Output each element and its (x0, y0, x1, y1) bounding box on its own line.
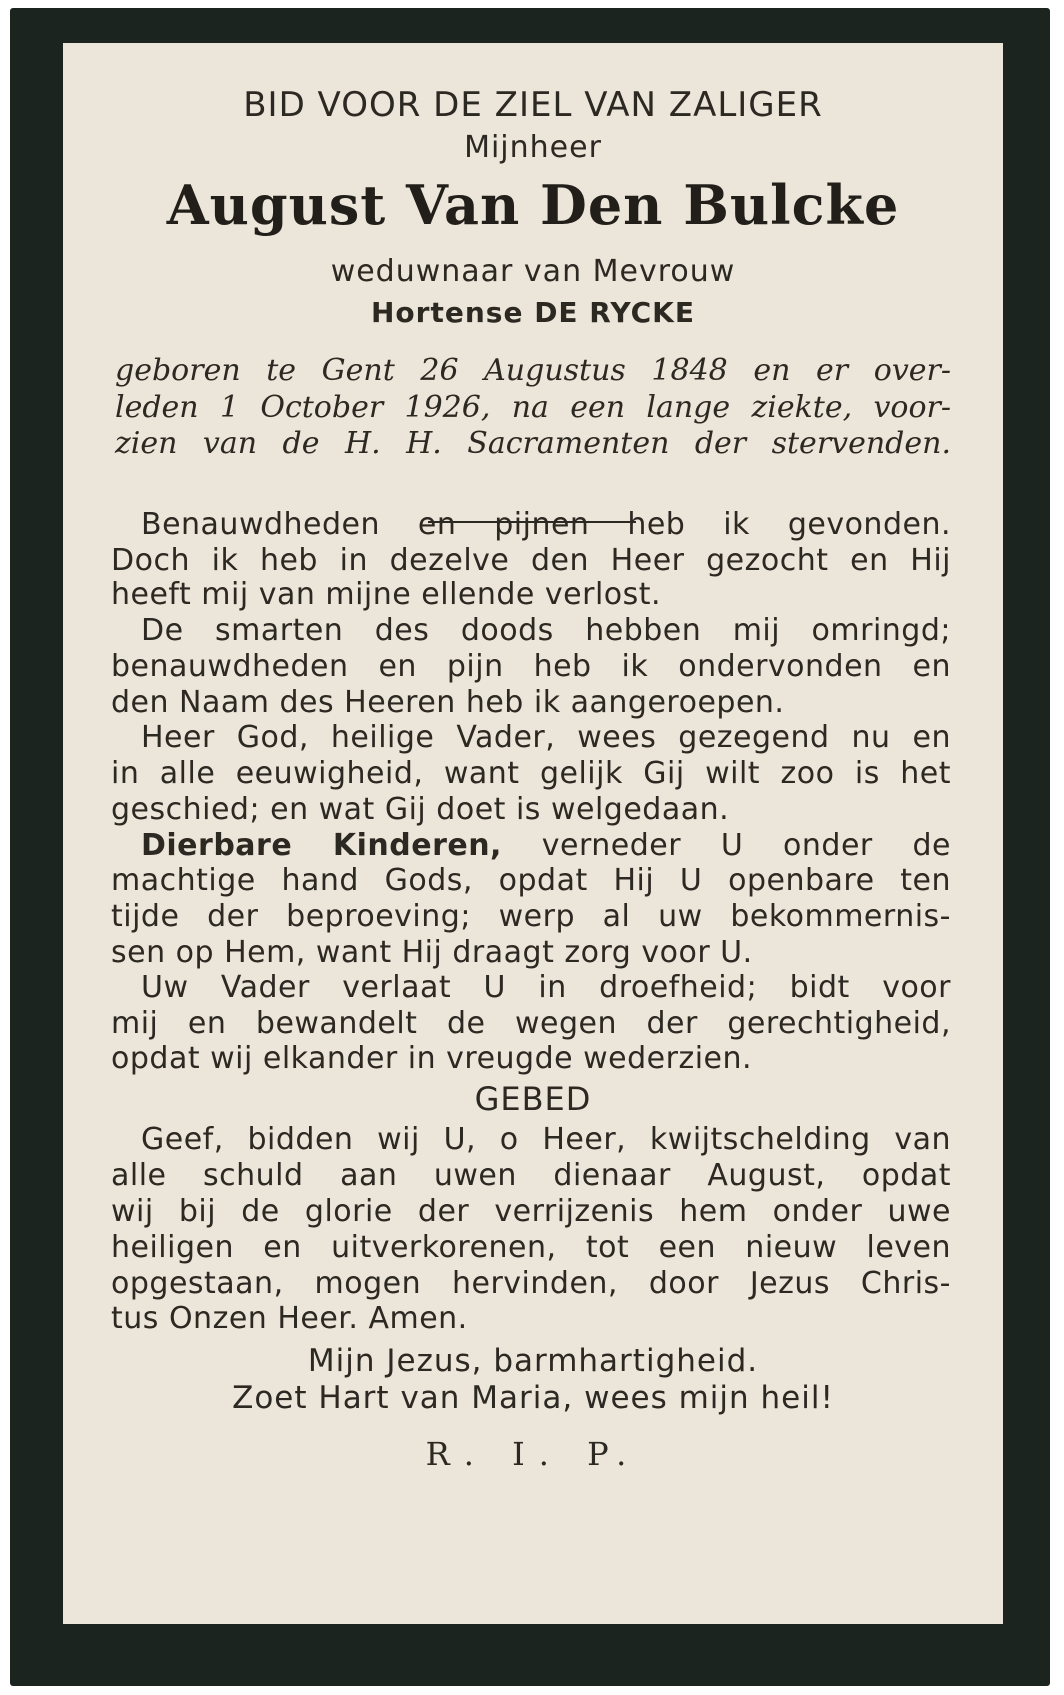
card-heading: BID VOOR DE ZIEL VAN ZALIGER (243, 85, 823, 125)
bio-line: geboren te Gent 26 Augustus 1848 en er over- (115, 353, 951, 388)
text-line: wij bij de glorie der verrijzenis hem onder uwe (111, 1194, 951, 1229)
text-line: opdat wij elkander in vreugde wederzien. (111, 1041, 753, 1076)
deceased-name: August Van Den Bulcke (166, 173, 900, 237)
spouse-intro: weduwnaar van Mevrouw (330, 254, 736, 289)
text-line: Doch ik heb in dezelve den Heer gezocht en Hij (111, 543, 951, 578)
text-line: geschied; en wat Gij doet is welgedaan. (111, 792, 730, 827)
closing-line: Zoet Hart van Maria, wees mijn heil! (232, 1380, 834, 1416)
children-address: Dierbare Kinderen, (141, 828, 502, 863)
prayer-title: GEBED (474, 1080, 592, 1118)
text-line: heeft mij van mijne ellende verlost. (111, 577, 662, 612)
closing-line: Mijn Jezus, barmhartigheid. (307, 1343, 759, 1379)
text-line: Benauwdheden en pijnen heb ik gevonden. (141, 507, 951, 542)
title-word: Mijnheer (464, 130, 602, 165)
spouse-name: Hortense DE RYCKE (371, 296, 695, 329)
bio-line: leden 1 October 1926, na een lange ziekte, voor- (115, 390, 951, 425)
text-line (141, 828, 951, 863)
text-line: alle schuld aan uwen dienaar August, opdat (111, 1158, 951, 1193)
text-line: in alle eeuwigheid, want gelijk Gij wilt zoo is het (111, 756, 951, 791)
text-line: machtige hand Gods, opdat Hij U openbare ten (111, 863, 951, 898)
bio-line: zien van de H. H. Sacramenten der stervenden. (115, 426, 951, 461)
text-line: heiligen en uitverkorenen, tot een nieuw leven (111, 1230, 951, 1265)
text-line: tus Onzen Heer. Amen. (111, 1301, 468, 1336)
memorial-card (63, 43, 1003, 1624)
text-line: tijde der beproeving; werp al uw bekommernis- (111, 899, 951, 934)
text-line: Geef, bidden wij U, o Heer, kwijtschelding van (141, 1122, 951, 1157)
text-line: De smarten des doods hebben mij omringd; (141, 613, 951, 648)
text-line: Uw Vader verlaat U in droefheid; bidt voor (141, 970, 951, 1005)
text-line: sen op Hem, want Hij draagt zorg voor U. (111, 935, 753, 970)
text-line: Heer God, heilige Vader, wees gezegend nu en (141, 720, 951, 755)
rip-text: R. I. P. (425, 1435, 641, 1473)
text-fragment: verneder U onder de (541, 828, 951, 863)
text-line: mij en bewandelt de wegen der gerechtigheid, (111, 1006, 951, 1041)
text-line: opgestaan, mogen hervinden, door Jezus Chris- (111, 1266, 951, 1301)
text-line: benauwdheden en pijn heb ik ondervonden en (111, 649, 951, 684)
text-line: den Naam des Heeren heb ik aangeroepen. (111, 685, 785, 720)
